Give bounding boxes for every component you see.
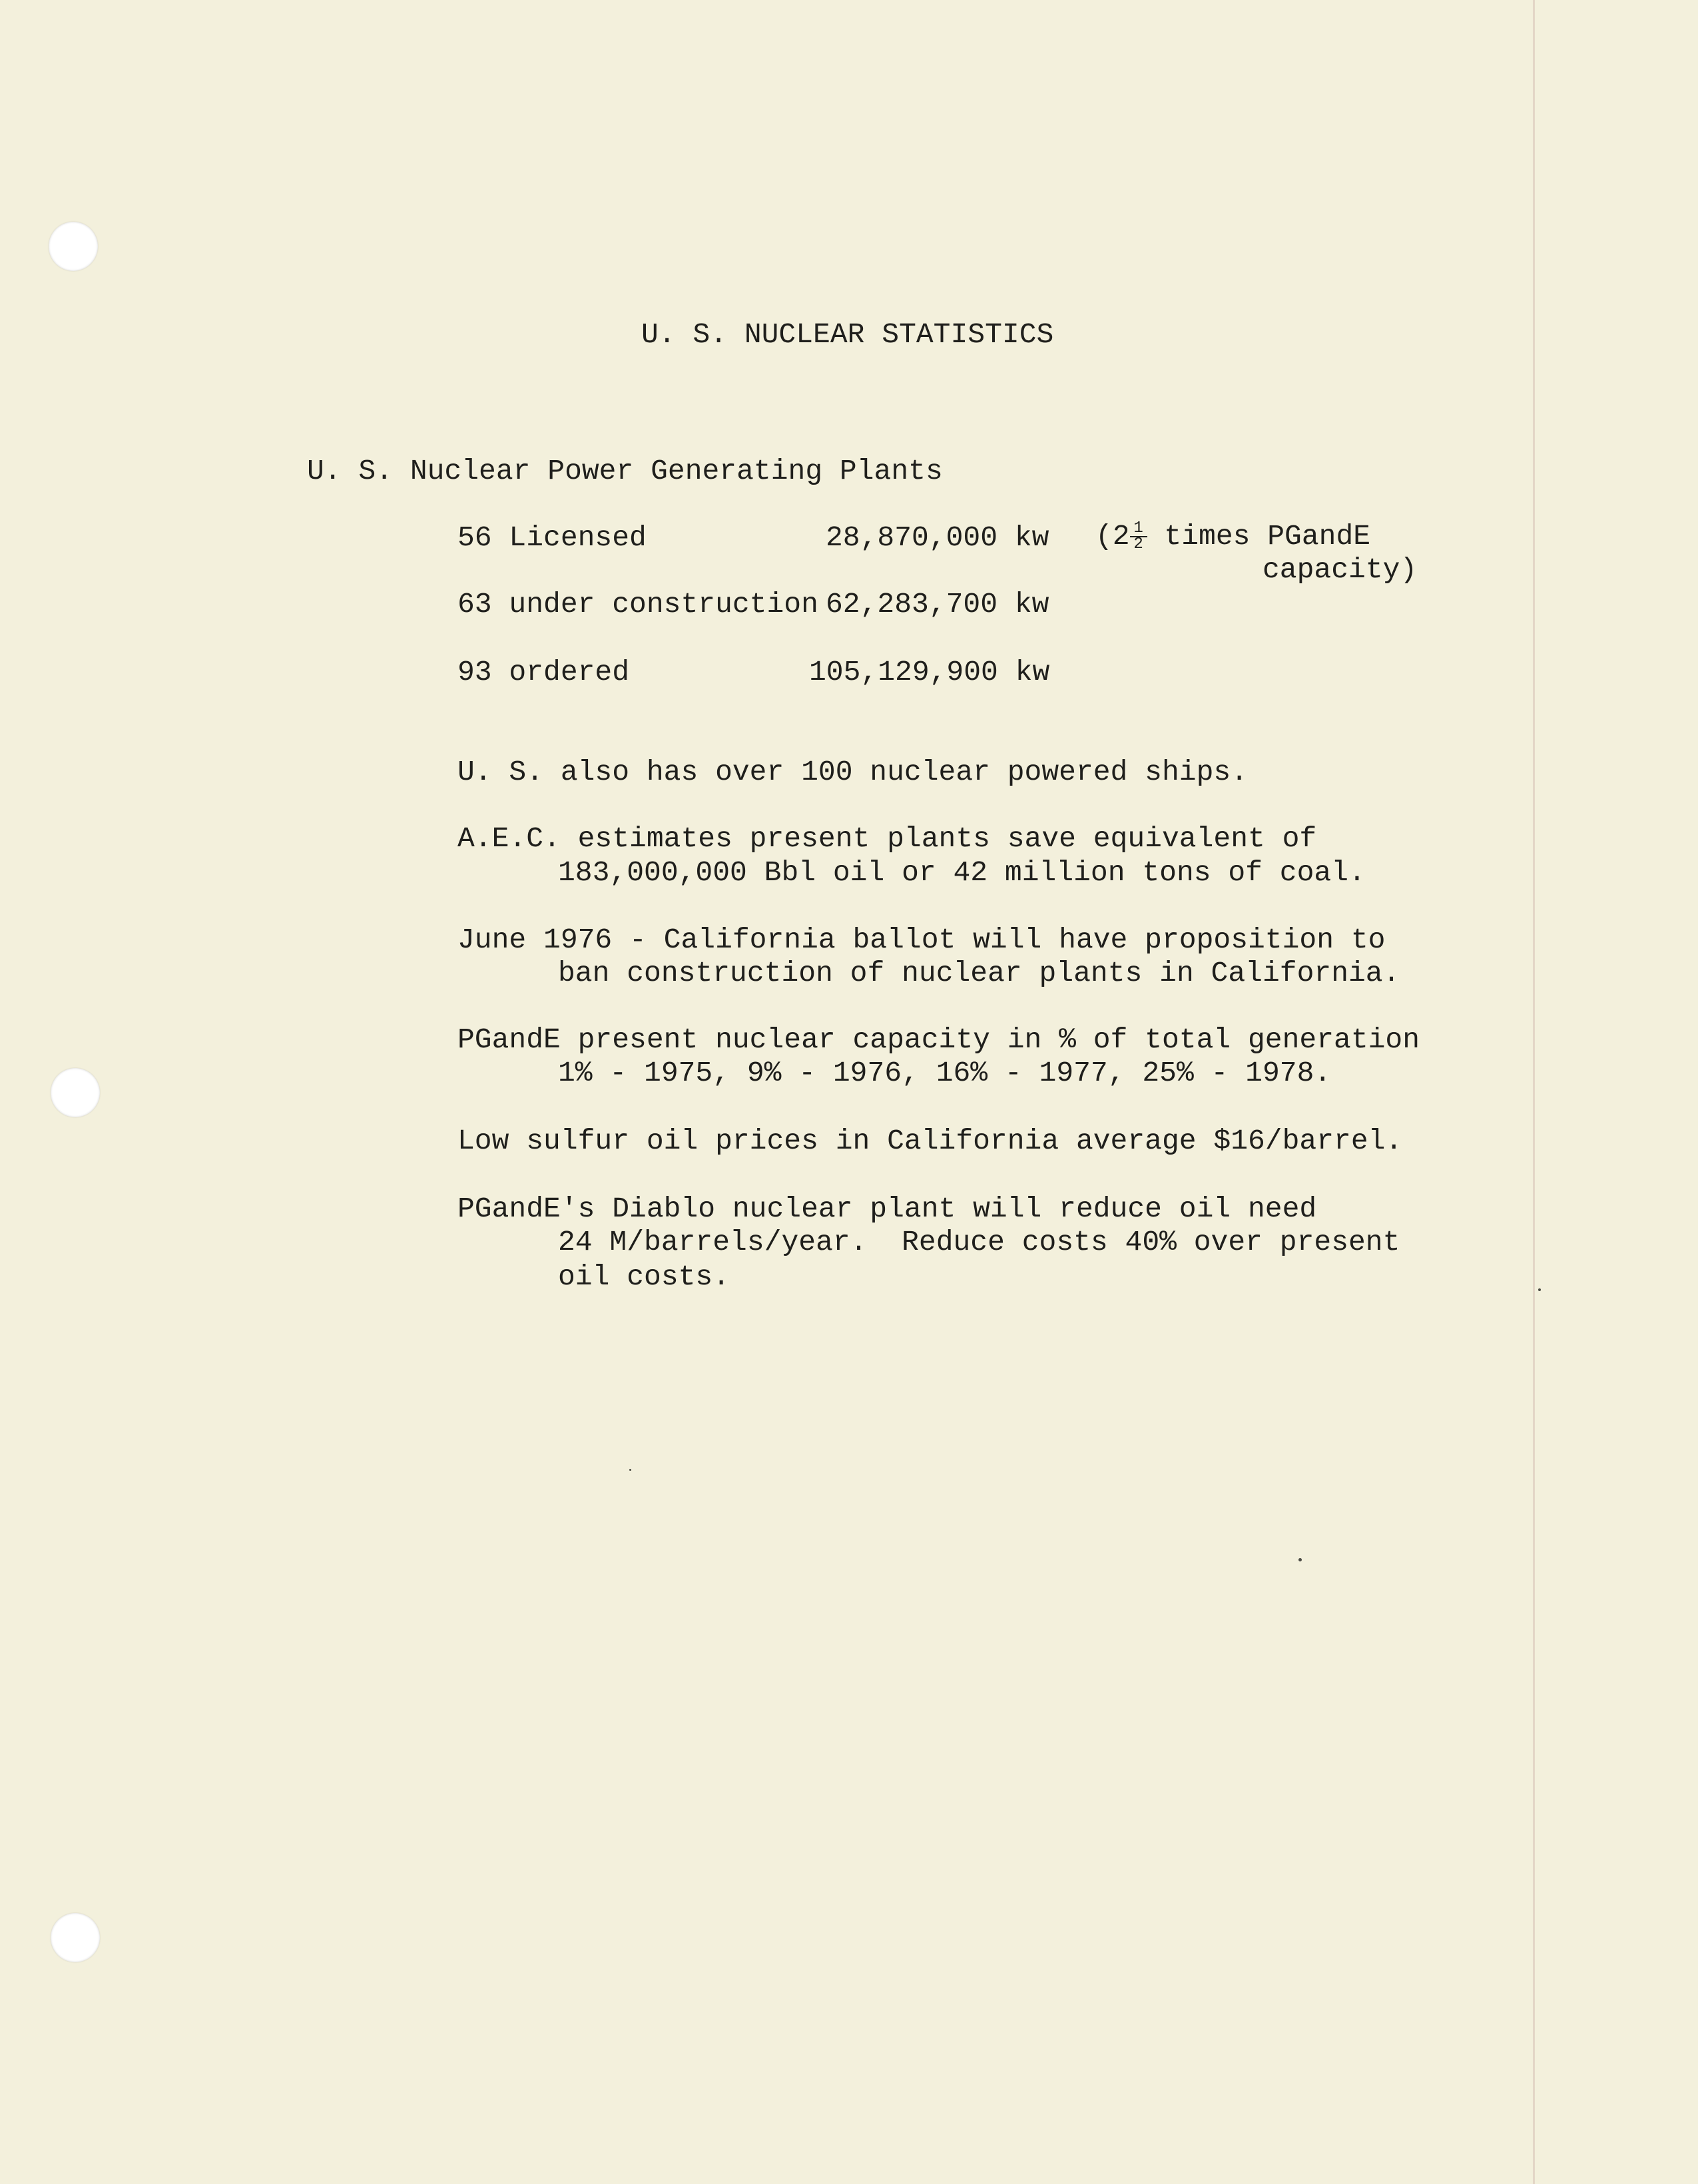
fraction-denominator: 2 — [1130, 536, 1147, 552]
plant-capacity-licensed: 28,870,000 kw — [826, 521, 1049, 554]
paragraph-ballot-line1: June 1976 - California ballot will have proposition to — [457, 924, 1386, 956]
capacity-note-line2: capacity) — [1263, 553, 1418, 586]
punch-hole-top — [49, 222, 98, 271]
capacity-note-line1 — [1095, 519, 1370, 554]
paragraph-diablo-line1: PGandE's Diablo nuclear plant will reduce oil need — [457, 1193, 1317, 1225]
paragraph-pgande-capacity-line1: PGandE present nuclear capacity in % of total generation — [457, 1023, 1420, 1056]
capacity-note-open: (2 — [1095, 520, 1130, 553]
section-heading: U. S. Nuclear Power Generating Plants — [307, 455, 943, 487]
paragraph-aec-line2: 183,000,000 Bbl oil or 42 million tons of coal. — [558, 856, 1366, 889]
punch-hole-bottom — [51, 1913, 100, 1962]
plant-label-licensed: 56 Licensed — [457, 521, 647, 554]
punch-hole-middle — [51, 1068, 100, 1117]
paragraph-diablo-line2: 24 M/barrels/year. Reduce costs 40% over present — [558, 1226, 1400, 1258]
paragraph-ballot-line2: ban construction of nuclear plants in California. — [558, 957, 1400, 989]
plant-label-under-construction: 63 under construction — [457, 588, 818, 621]
plant-capacity-under-construction: 62,283,700 kw — [826, 588, 1049, 621]
plant-capacity-ordered: 105,129,900 kw — [809, 656, 1050, 688]
paragraph-aec-line1: A.E.C. estimates present plants save equivalent of — [457, 822, 1317, 855]
fraction-numerator: 1 — [1133, 519, 1143, 537]
plant-label-ordered: 93 ordered — [457, 656, 630, 688]
paper-speck — [629, 1469, 631, 1471]
fraction-one-half — [1130, 521, 1147, 552]
paragraph-pgande-capacity-line2: 1% - 1975, 9% - 1976, 16% - 1977, 25% - 1978. — [558, 1057, 1332, 1089]
margin-rule — [1533, 0, 1535, 2184]
capacity-note-text: times PGandE — [1147, 520, 1371, 553]
paragraph-diablo-line3: oil costs. — [558, 1260, 730, 1293]
paragraph-oil-prices: Low sulfur oil prices in California average $16/barrel. — [457, 1125, 1403, 1157]
paper-speck — [1298, 1558, 1302, 1561]
paper-speck — [1538, 1288, 1541, 1291]
paragraph-ships: U. S. also has over 100 nuclear powered ships. — [457, 756, 1248, 788]
page-title: U. S. NUCLEAR STATISTICS — [641, 318, 1054, 351]
